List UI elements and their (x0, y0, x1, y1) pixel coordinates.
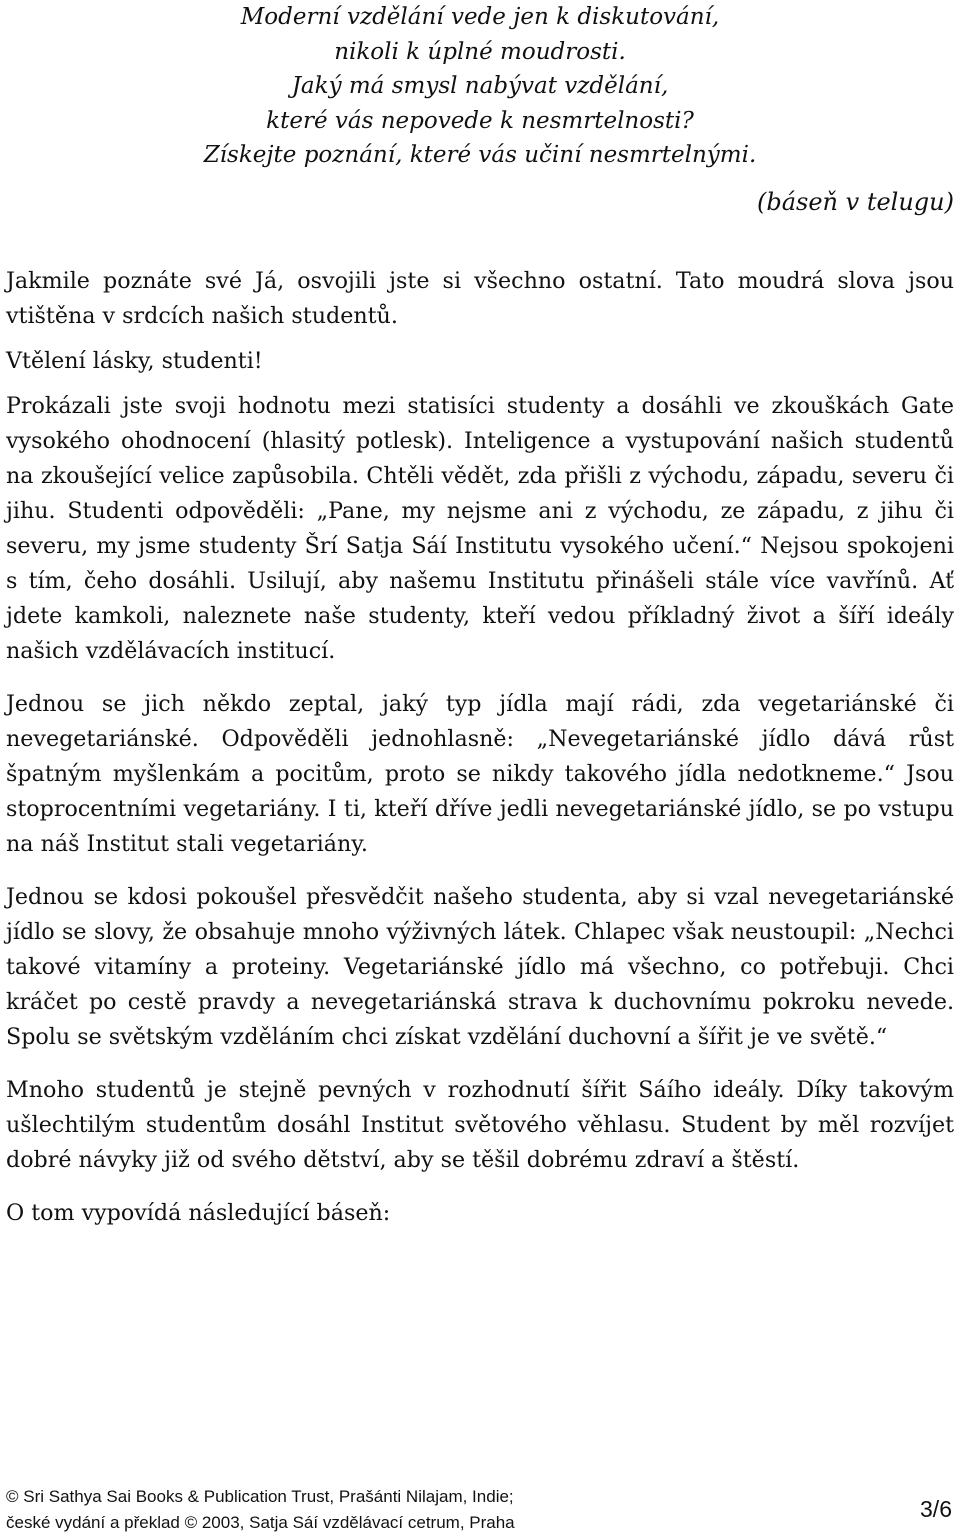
body-text (6, 264, 954, 1249)
paragraph: Prokázali jste svoji hodnotu mezi statisíci studenty a dosáhli ve zkouškách Gate vysokého ohodnocení (hlasitý potlesk). Inteligence a vystupování našich studentů na zkoušející velice zapůsobila. Chtěli vědět, zda přišli z východu, západu, severu či jihu. Studenti odpověděli: „Pane, my nejsme ani z východu, ze západu, z jihu či severu, my jsme studenty Šrí Satja Sáí Institutu vysokého učení.“ Nejsou spokojeni s tím, čeho dosáhli. Usilují, aby našemu Institutu přinášeli stále více vavřínů. Ať jdete kamkoli, naleznete naše studenty, kteří vedou příkladný život a šíří ideály našich vzdělávacích institucí. (6, 393, 954, 664)
poem-line: Jaký má smysl nabývat vzdělání, (291, 73, 669, 99)
paragraph: Jednou se jich někdo zeptal, jaký typ jídla mají rádi, zda vegetariánské či nevegetariánské. Odpověděli jednohlasně: „Nevegetariánské jídlo dává růst špatným myšlenkám a pocitům, proto se nikdy takového jídla nedotkneme.“ Jsou stoprocentními vegetariány. I ti, kteří dříve jedli nevegetariánské jídlo, se po vstupu na náš Institut stali vegetariány. (6, 691, 954, 857)
poem-block (0, 0, 960, 173)
poem-line: Získejte poznání, které vás učiní nesmrtelnými. (203, 142, 757, 168)
poem-line: které vás nepovede k nesmrtelnosti? (266, 107, 694, 134)
poem-line: Moderní vzdělání vede jen k diskutování, (240, 4, 720, 30)
page-footer (6, 1484, 954, 1534)
poem-line: nikoli k úplné moudrosti. (334, 38, 626, 65)
copyright-line: © Sri Sathya Sai Books & Publication Trust, Prašánti Nilajam, Indie; (6, 1487, 514, 1506)
poem-source: (báseň v telugu) (757, 188, 954, 216)
paragraph: Jakmile poznáte své Já, osvojili jste si všechno ostatní. Tato moudrá slova jsou vtištěna v srdcích našich studentů. (6, 268, 954, 329)
copyright-notice (6, 1484, 515, 1536)
paragraph: Jednou se kdosi pokoušel přesvědčit našeho studenta, aby si vzal nevegetariánské jídlo se slovy, že obsahuje mnoho výživných látek. Chlapec však neustoupil: „Nechci takové vitamíny a proteiny. Vegetariánské jídlo má všechno, co potřebuji. Chci kráčet po cestě pravdy a nevegetariánská strava k duchovnímu pokroku nevede. Spolu se světským vzděláním chci získat vzdělání duchovní a šířit je ve světě.“ (6, 884, 954, 1050)
paragraph: Vtělení lásky, studenti! (6, 348, 263, 374)
paragraph: Mnoho studentů je stejně pevných v rozhodnutí šířit Sáího ideály. Díky takovým ušlechtilým studentům dosáhl Institut světového věhlasu. Student by měl rozvíjet dobré návyky již od svého dětství, aby se těšil dobrému zdraví a štěstí. (6, 1077, 954, 1173)
paragraph: O tom vypovídá následující báseň: (6, 1200, 391, 1226)
page-number: 3/6 (920, 1496, 952, 1522)
copyright-line: české vydání a překlad © 2003, Satja Sáí vzdělávací cetrum, Praha (6, 1513, 515, 1532)
